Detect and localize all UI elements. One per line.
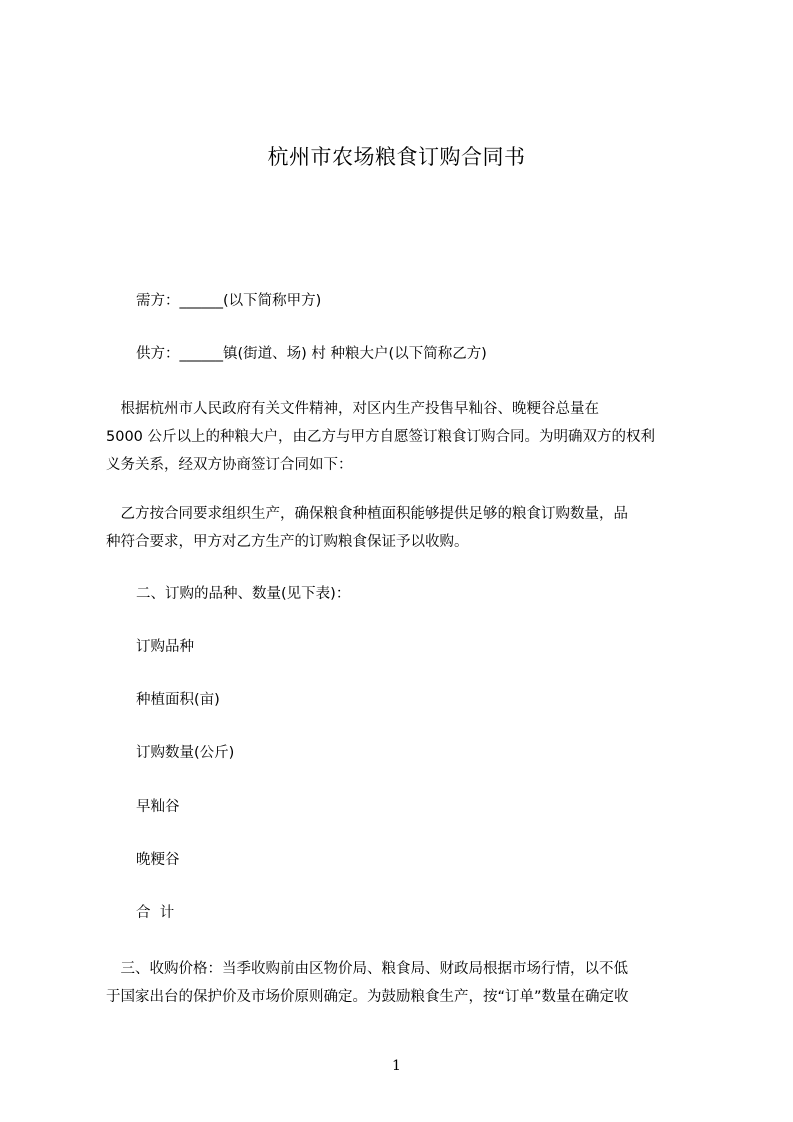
clause-1-paragraph <box>106 500 700 556</box>
intro-line-3: 义务关系，经双方协商签订合同如下： <box>106 457 353 473</box>
clause-3-paragraph <box>106 955 700 1011</box>
clause-3-line-2: 于国家出台的保护价及市场价原则确定。为鼓励粮食生产，按“订单”数量在确定收 <box>106 989 629 1005</box>
table-item-total: 合 计 <box>136 905 175 921</box>
table-item-early-rice: 早籼谷 <box>136 799 180 815</box>
table-item-variety: 订购品种 <box>136 639 194 655</box>
table-item-area: 种植面积(亩) <box>136 692 220 708</box>
party-b-line: 供方：______镇(街道、场) 村 种粮大户(以下简称乙方) <box>136 346 487 362</box>
intro-line-1: 根据杭州市人民政府有关文件精神，对区内生产投售早籼谷、晚粳谷总量在 <box>106 401 599 417</box>
clause-3-line-1: 三、收购价格：当季收购前由区物价局、粮食局、财政局根据市场行情，以不低 <box>106 961 628 977</box>
table-item-quantity: 订购数量(公斤) <box>136 745 235 761</box>
clause-2-heading: 二、订购的品种、数量(见下表)： <box>136 586 351 602</box>
party-a-line: 需方：______(以下简称甲方) <box>136 293 322 309</box>
document-title: 杭州市农场粮食订购合同书 <box>267 145 526 169</box>
intro-paragraph <box>106 395 700 479</box>
intro-line-2: 5000 公斤以上的种粮大户，由乙方与甲方自愿签订粮食订购合同。为明确双方的权利 <box>106 429 656 445</box>
clause-1-line-2: 种符合要求，甲方对乙方生产的订购粮食保证予以收购。 <box>106 534 469 550</box>
page-number: 1 <box>392 1058 401 1074</box>
clause-1-line-1: 乙方按合同要求组织生产，确保粮食种植面积能够提供足够的粮食订购数量，品 <box>106 506 628 522</box>
table-item-late-rice: 晚粳谷 <box>136 852 180 868</box>
